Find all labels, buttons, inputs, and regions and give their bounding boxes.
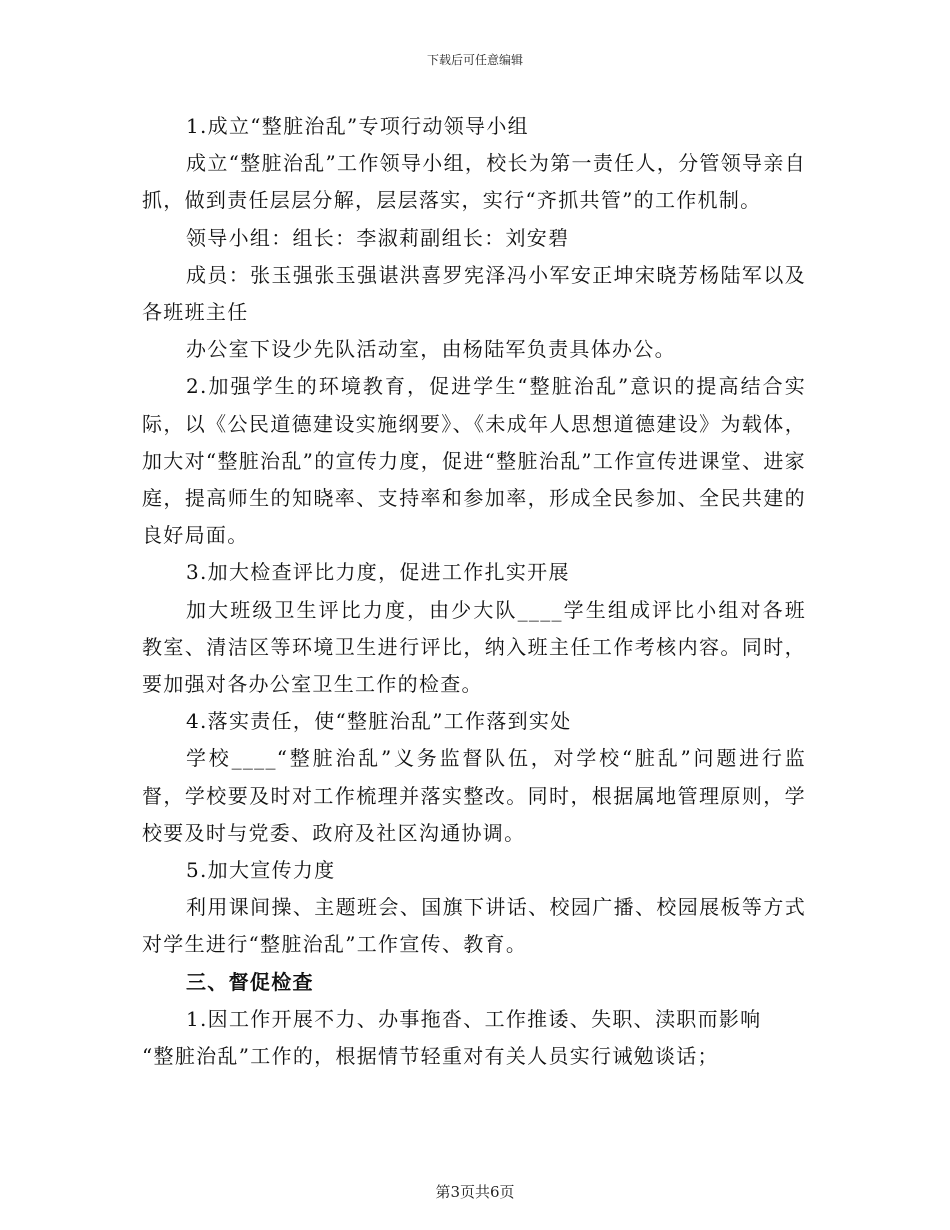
section-heading-2: 2.加强学生的环境教育，促进学生“整脏治乱”意识的提高结合实际，以《公民道德建设实施纲要》、《未成年人思想道德建设》为载体，加大对“整脏治乱”的宣传力度，促进“整脏治乱”工作宣传进课堂、进家庭，提高师生的知晓率、支持率和参加率，形成全民参加、全民共建的良好局面。: [142, 374, 806, 548]
section-heading-1: 1.成立“整脏治乱”专项行动领导小组: [186, 114, 529, 138]
chapter-heading-supervision: 三、督促检查: [186, 969, 314, 994]
paragraph-publicity: 利用课间操、主题班会、国旗下讲话、校园广播、校园展板等方式对学生进行“整脏治乱”工作宣传、教育。: [142, 895, 806, 957]
page-header: 下载后可任意编辑: [426, 53, 523, 67]
paragraph-accountability-continued: “整脏治乱”工作的，根据情节轻重对有关人员实行诫勉谈话；: [142, 1044, 719, 1069]
paragraph-group-leaders: 领导小组：组长：李淑莉副组长：刘安碧: [186, 225, 570, 250]
section-heading-3: 3.加大检查评比力度，促进工作扎实开展: [186, 560, 570, 585]
document-body: [142, 108, 806, 1075]
paragraph-supervision-team: 学校____“整脏治乱”义务监督队伍，对学校“脏乱”问题进行监督，学校要及时对工作梳理并落实整改。同时，根据属地管理原则，学校要及时与党委、政府及社区沟通协调。: [142, 746, 806, 845]
paragraph-accountability: 1.因工作开展不力、办事拖沓、工作推诿、失职、渎职而影响: [186, 1006, 762, 1031]
page-number: 第3页共6页: [435, 1183, 515, 1201]
section-heading-5: 5.加大宣传力度: [186, 858, 336, 883]
paragraph-members: 成员：张玉强张玉强谌洪喜罗宪泽冯小军安正坤宋晓芳杨陆军以及各班班主任: [142, 262, 806, 325]
paragraph-hygiene-evaluation: 加大班级卫生评比力度，由少大队____学生组成评比小组对各班教室、清洁区等环境卫生进行评比，纳入班主任工作考核内容。同时，要加强对各办公室卫生工作的检查。: [142, 597, 806, 697]
paragraph-office: 办公室下设少先队活动室，由杨陆军负责具体办公。: [186, 337, 676, 362]
paragraph-leadership-group: 成立“整脏治乱”工作领导小组，校长为第一责任人，分管领导亲自抓，做到责任层层分解，层层落实，实行“齐抓共管”的工作机制。: [142, 151, 806, 213]
section-heading-4: 4.落实责任，使“整脏治乱”工作落到实处: [186, 709, 572, 734]
